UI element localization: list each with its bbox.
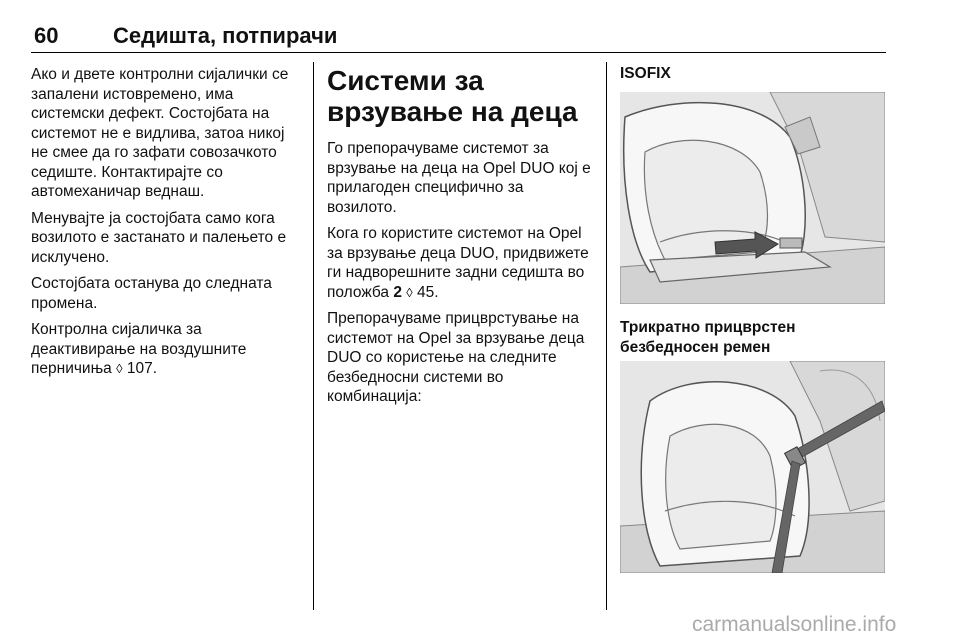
left-paragraph-3: Состојбата останува до следната промена. bbox=[31, 275, 272, 312]
left-paragraph-2: Менувајте ја состојбата само кога возилото е застанато и палењето е исклучено. bbox=[31, 209, 287, 266]
header-rule bbox=[31, 52, 886, 53]
column-divider-left bbox=[313, 62, 314, 610]
watermark: carmanualsonline.info bbox=[692, 613, 897, 636]
left-column bbox=[31, 65, 303, 386]
chapter-title: Седишта, потпирачи bbox=[113, 23, 338, 48]
page-ref-link[interactable]: 107. bbox=[126, 360, 158, 377]
page-number: 60 bbox=[34, 23, 59, 48]
middle-paragraph-2 bbox=[327, 224, 595, 302]
page-ref-arrow-icon: ◊ bbox=[116, 361, 123, 376]
page-ref-arrow-icon: ◊ bbox=[406, 284, 413, 300]
figure2-caption: Трикратно прицврстен безбедносен ремен bbox=[620, 319, 796, 356]
position-number: 2 bbox=[393, 283, 402, 301]
page-header bbox=[0, 0, 960, 52]
position-instruction-text: Кога го користите системот на Opel за врзување деца DUO, придвижете ги надворешните задни седишта во положба bbox=[327, 225, 589, 301]
isofix-illustration bbox=[620, 92, 885, 304]
airbag-lamp-text: Контролна сијаличка за деактивирање на воздушните перничиња bbox=[31, 321, 247, 377]
left-paragraph-1: Ако и двете контролни сијалички се запалени истовремено, има системски дефект. Состојбата на системот не е видлива, затоа никој не смее да го зафати совозачкото седиште. Контактирајте со автомеханичар веднаш. bbox=[31, 66, 289, 200]
middle-column bbox=[327, 65, 595, 414]
three-point-belt-illustration bbox=[620, 361, 885, 573]
section-heading: Системи за врзување на деца bbox=[327, 65, 578, 127]
left-paragraph-4 bbox=[31, 320, 303, 379]
column-divider-right bbox=[606, 62, 607, 610]
isofix-title: ISOFIX bbox=[620, 65, 671, 82]
page-ref-link[interactable]: 45. bbox=[417, 283, 439, 301]
middle-paragraph-3: Препорачуваме прицврстување на системот на Opel за врзување деца DUO со користење на следните безбедносни системи во комбинација: bbox=[327, 310, 585, 405]
middle-paragraph-1: Го препорачуваме системот за врзување на деца на Opel DUO кој е прилагоден специфично за возилото. bbox=[327, 140, 591, 216]
